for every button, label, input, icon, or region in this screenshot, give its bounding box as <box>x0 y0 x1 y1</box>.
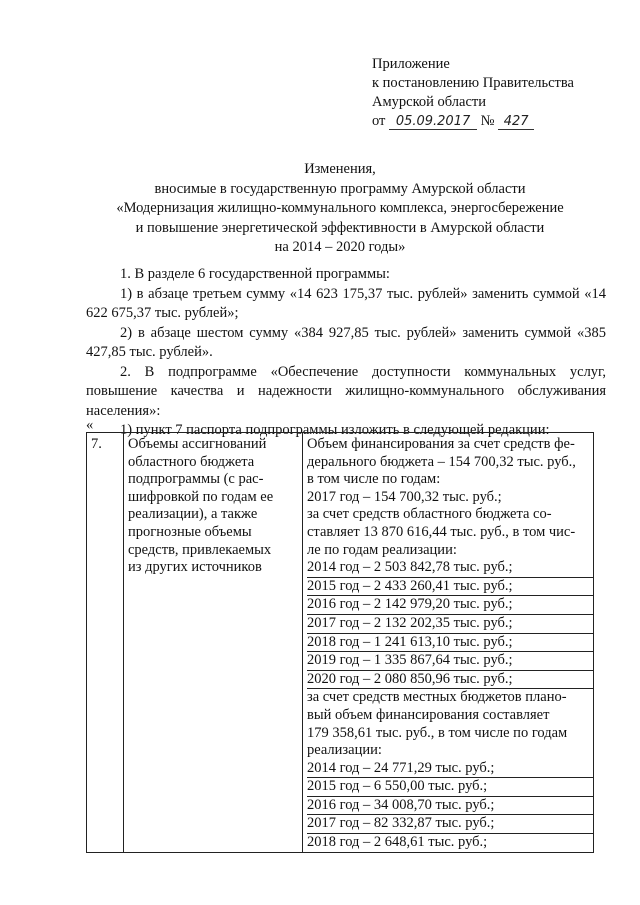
paragraph: 1. В разделе 6 государственной программы: <box>120 266 390 282</box>
appendix-region: Амурской области <box>372 94 486 110</box>
value-line: в том числе по годам: <box>307 471 441 488</box>
value-line: 2016 год – 2 142 979,20 тыс. руб.; <box>307 596 593 615</box>
name-line: Объемы ассигнований <box>128 436 267 452</box>
value-line: за счет средств областного бюджета со- <box>307 506 552 523</box>
value-line: 2015 год – 6 550,00 тыс. руб.; <box>307 778 593 797</box>
paragraph: 1) пункт 7 паспорта подпрограммы изложить в следующей редакции: <box>120 422 550 438</box>
value-line: 179 358,61 тыс. руб., в том числе по годам <box>307 724 568 741</box>
value-line: 2018 год – 1 241 613,10 тыс. руб.; <box>307 634 593 653</box>
name-line: прогнозные объемы <box>128 523 252 540</box>
name-line: из других источников <box>128 559 262 576</box>
name-line: областного бюджета <box>128 453 255 470</box>
name-line: шифровкой по годам ее <box>128 488 274 505</box>
opening-quote: « <box>86 417 94 433</box>
name-line: средств, привлекаемых <box>128 541 272 558</box>
value-line: вый объем финансирования составляет <box>307 706 550 723</box>
handwritten-date: 05.09.2017 <box>389 114 477 130</box>
appendix-header <box>372 55 574 131</box>
value-line: 2016 год – 34 008,70 тыс. руб.; <box>307 797 593 816</box>
handwritten-number: 427 <box>498 114 534 130</box>
value-line: дерального бюджета – 154 700,32 тыс. руб., <box>307 453 576 470</box>
number-label: № <box>480 113 495 129</box>
value-line: 2020 год – 2 080 850,96 тыс. руб.; <box>307 671 593 690</box>
value-line: 2018 год – 2 648,61 тыс. руб.; <box>307 834 488 851</box>
value-line: реализации: <box>307 742 382 759</box>
title-line-5: на 2014 – 2020 годы» <box>274 239 406 255</box>
table-row <box>87 433 594 853</box>
appendix-date-line <box>372 112 574 131</box>
paragraph: 2. В подпрограмме «Обеспечение доступности коммунальных услуг, повышение качества и надежности жилищно-коммунального обслуживания населения»: <box>86 363 606 419</box>
row-values-cell <box>303 433 594 853</box>
title-line-2: вносимые в государственную программу Амурской области <box>154 180 526 197</box>
value-line: за счет средств местных бюджетов плано- <box>307 689 567 706</box>
row-name-cell <box>124 433 303 853</box>
title-line-1: Изменения, <box>304 161 376 177</box>
value-line: ставляет 13 870 616,44 тыс. руб., в том чис- <box>307 523 576 540</box>
title-line-3: «Модернизация жилищно-коммунального комплекса, энергосбережение <box>116 200 564 216</box>
value-line: 2014 год – 24 771,29 тыс. руб.; <box>307 760 593 779</box>
document-title <box>70 160 610 258</box>
appendix-resolution: к постановлению Правительства <box>372 75 574 91</box>
value-line: 2017 год – 82 332,87 тыс. руб.; <box>307 815 593 834</box>
value-line: 2019 год – 1 335 867,64 тыс. руб.; <box>307 652 593 671</box>
value-line: 2014 год – 2 503 842,78 тыс. руб.; <box>307 559 593 578</box>
paragraph: 2) в абзаце шестом сумму «384 927,85 тыс. рублей» заменить суммой «385 427,85 тыс. рублей». <box>86 324 606 360</box>
name-line: подпрограммы (с рас- <box>128 471 264 488</box>
value-line: 2017 год – 154 700,32 тыс. руб.; <box>307 488 502 505</box>
value-line: 2015 год – 2 433 260,41 тыс. руб.; <box>307 578 593 597</box>
value-line: 2017 год – 2 132 202,35 тыс. руб.; <box>307 615 593 634</box>
value-line: Объем финансирования за счет средств фе- <box>307 436 575 452</box>
name-line: реализации), а также <box>128 506 258 523</box>
value-line: ле по годам реализации: <box>307 541 457 558</box>
from-label: от <box>372 113 386 129</box>
appendix-label: Приложение <box>372 56 450 72</box>
document-body <box>86 265 606 441</box>
row-number: 7. <box>87 433 124 853</box>
title-line-4: и повышение энергетической эффективности в Амурской области <box>135 219 545 236</box>
paragraph: 1) в абзаце третьем сумму «14 623 175,37 тыс. рублей» заменить суммой «14 622 675,37 тыс. рублей»; <box>86 285 606 321</box>
passport-table <box>86 432 594 853</box>
